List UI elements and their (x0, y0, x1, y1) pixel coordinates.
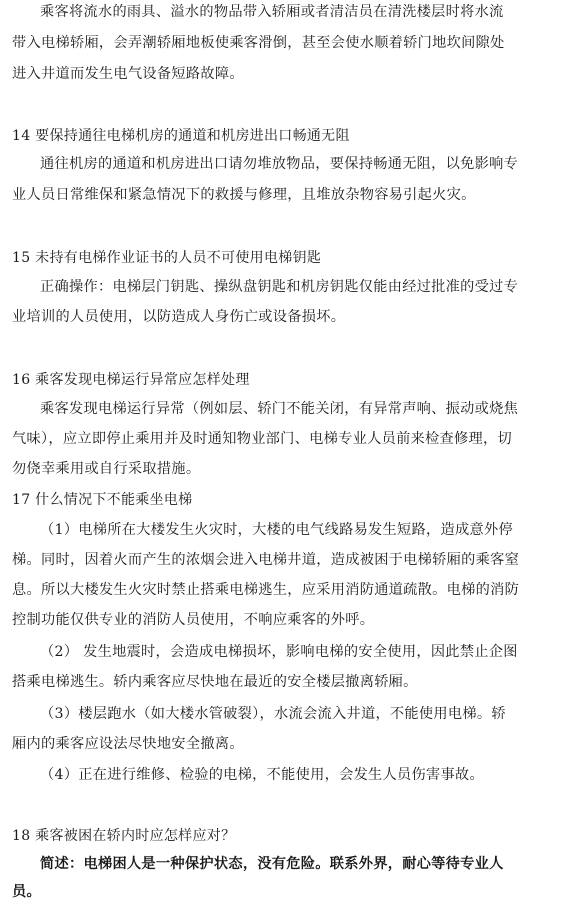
paragraph-line: 通往机房的通道和机房进出口请勿堆放物品，要保持畅通无阻，以免影响专 (40, 156, 519, 172)
paragraph-line: 乘客发现电梯运行异常（例如层、轿门不能关闭，有异常声响、振动或烧焦 (40, 401, 519, 417)
paragraph-line: 业培训的人员使用，以防造成人身伤亡或设备损坏。 (12, 309, 346, 325)
paragraph-line: 带入电梯轿厢，会弄潮轿厢地板使乘客滑倒，甚至会使水顺着轿门地坎间隙处 (12, 35, 505, 51)
paragraph-line: 简述：电梯困人是一种保护状态，没有危险。联系外界，耐心等待专业人 (40, 856, 504, 872)
paragraph-line: 勿侥幸乘用或自行采取措施。 (12, 461, 201, 477)
paragraph-line: （1）电梯所在大楼发生火灾时，大楼的电气线路易发生短路，造成意外停 (40, 522, 513, 538)
section-heading: 15 未持有电梯作业证书的人员不可使用电梯钥匙 (12, 250, 322, 266)
paragraph-line: 正确操作：电梯层门钥匙、操纵盘钥匙和机房钥匙仅能由经过批准的受过专 (40, 279, 519, 295)
paragraph-line: 控制功能仅供专业的消防人员使用，不响应乘客的外呼。 (12, 612, 375, 628)
paragraph-line: 乘客将流水的雨具、溢水的物品带入轿厢或者清洁员在清洗楼层时将水流 (40, 4, 504, 20)
paragraph-line: （4）正在进行维修、检验的电梯，不能使用，会发生人员伤害事故。 (40, 767, 484, 783)
paragraph-line: （3）楼层跑水（如大楼水管破裂），水流会流入井道，不能使用电梯。轿 (40, 706, 506, 722)
section-heading: 18 乘客被困在轿内时应怎样应对？ (12, 828, 236, 844)
paragraph-line: 息。所以大楼发生火灾时禁止搭乘电梯逃生，应采用消防通道疏散。电梯的消防 (12, 582, 520, 598)
section-heading: 17 什么情况下不能乘坐电梯 (12, 492, 193, 508)
paragraph-line: 厢内的乘客应设法尽快地安全撤离。 (12, 736, 244, 752)
paragraph-line: 进入井道而发生电气设备短路故障。 (12, 66, 244, 82)
section-heading: 14 要保持通往电梯机房的通道和机房进出口畅通无阻 (12, 128, 350, 144)
paragraph-line: 员。 (12, 884, 41, 900)
paragraph-line: 业人员日常维保和紧急情况下的救援与修理，且堆放杂物容易引起火灾。 (12, 187, 476, 203)
paragraph-line: 搭乘电梯逃生。轿内乘客应尽快地在最近的安全楼层撤离轿厢。 (12, 674, 418, 690)
section-heading: 16 乘客发现电梯运行异常应怎样处理 (12, 372, 250, 388)
paragraph-line: （2） 发生地震时，会造成电梯损坏，影响电梯的安全使用，因此禁止企图 (40, 644, 518, 660)
paragraph-line: 气味），应立即停止乘用并及时通知物业部门、电梯专业人员前来检查修理，切 (12, 431, 512, 447)
paragraph-line: 梯。同时，因着火而产生的浓烟会进入电梯井道，造成被困于电梯轿厢的乘客窒 (12, 552, 520, 568)
